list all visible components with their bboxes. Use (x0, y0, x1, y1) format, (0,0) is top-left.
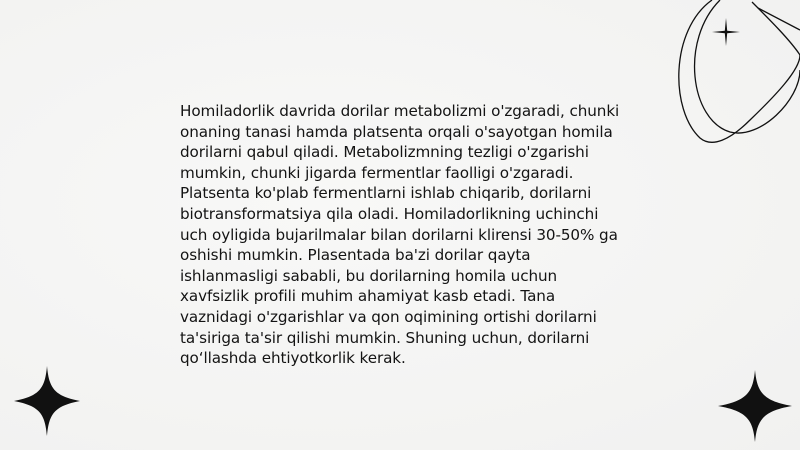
orbit-sparkle-icon (660, 0, 800, 145)
four-point-star-icon (718, 370, 792, 442)
four-point-star-icon (14, 366, 80, 436)
body-paragraph: Homiladorlik davrida dorilar metabolizmi o'zgaradi, chunki onaning tanasi hamda platsenta orqali o'sayotgan homila dorilarni qabul qiladi. Metabolizmning tezligi o'zgarishi mumkin, chunki jigarda fermentlar faolligi o'zgaradi. Platsenta ko'plab fermentlarni ishlab chiqarib, dorilarni biotransformatsiya qila oladi. Homiladorlikning uchinchi uch oyligida bujarilmalar bilan dorilarni klirensi 30-50% ga oshishi mumkin. Plasentada ba'zi dorilar qayta ishlanmasligi sababli, bu dorilarning homila uchun xavfsizlik profili muhim ahamiyat kasb etadi. Tana vaznidagi o'zgarishlar va qon oqimining ortishi dorilarni ta'siriga ta'sir qilishi mumkin. Shuning uchun, dorilarni qo‘llashda ehtiyotkorlik kerak. (180, 102, 620, 368)
